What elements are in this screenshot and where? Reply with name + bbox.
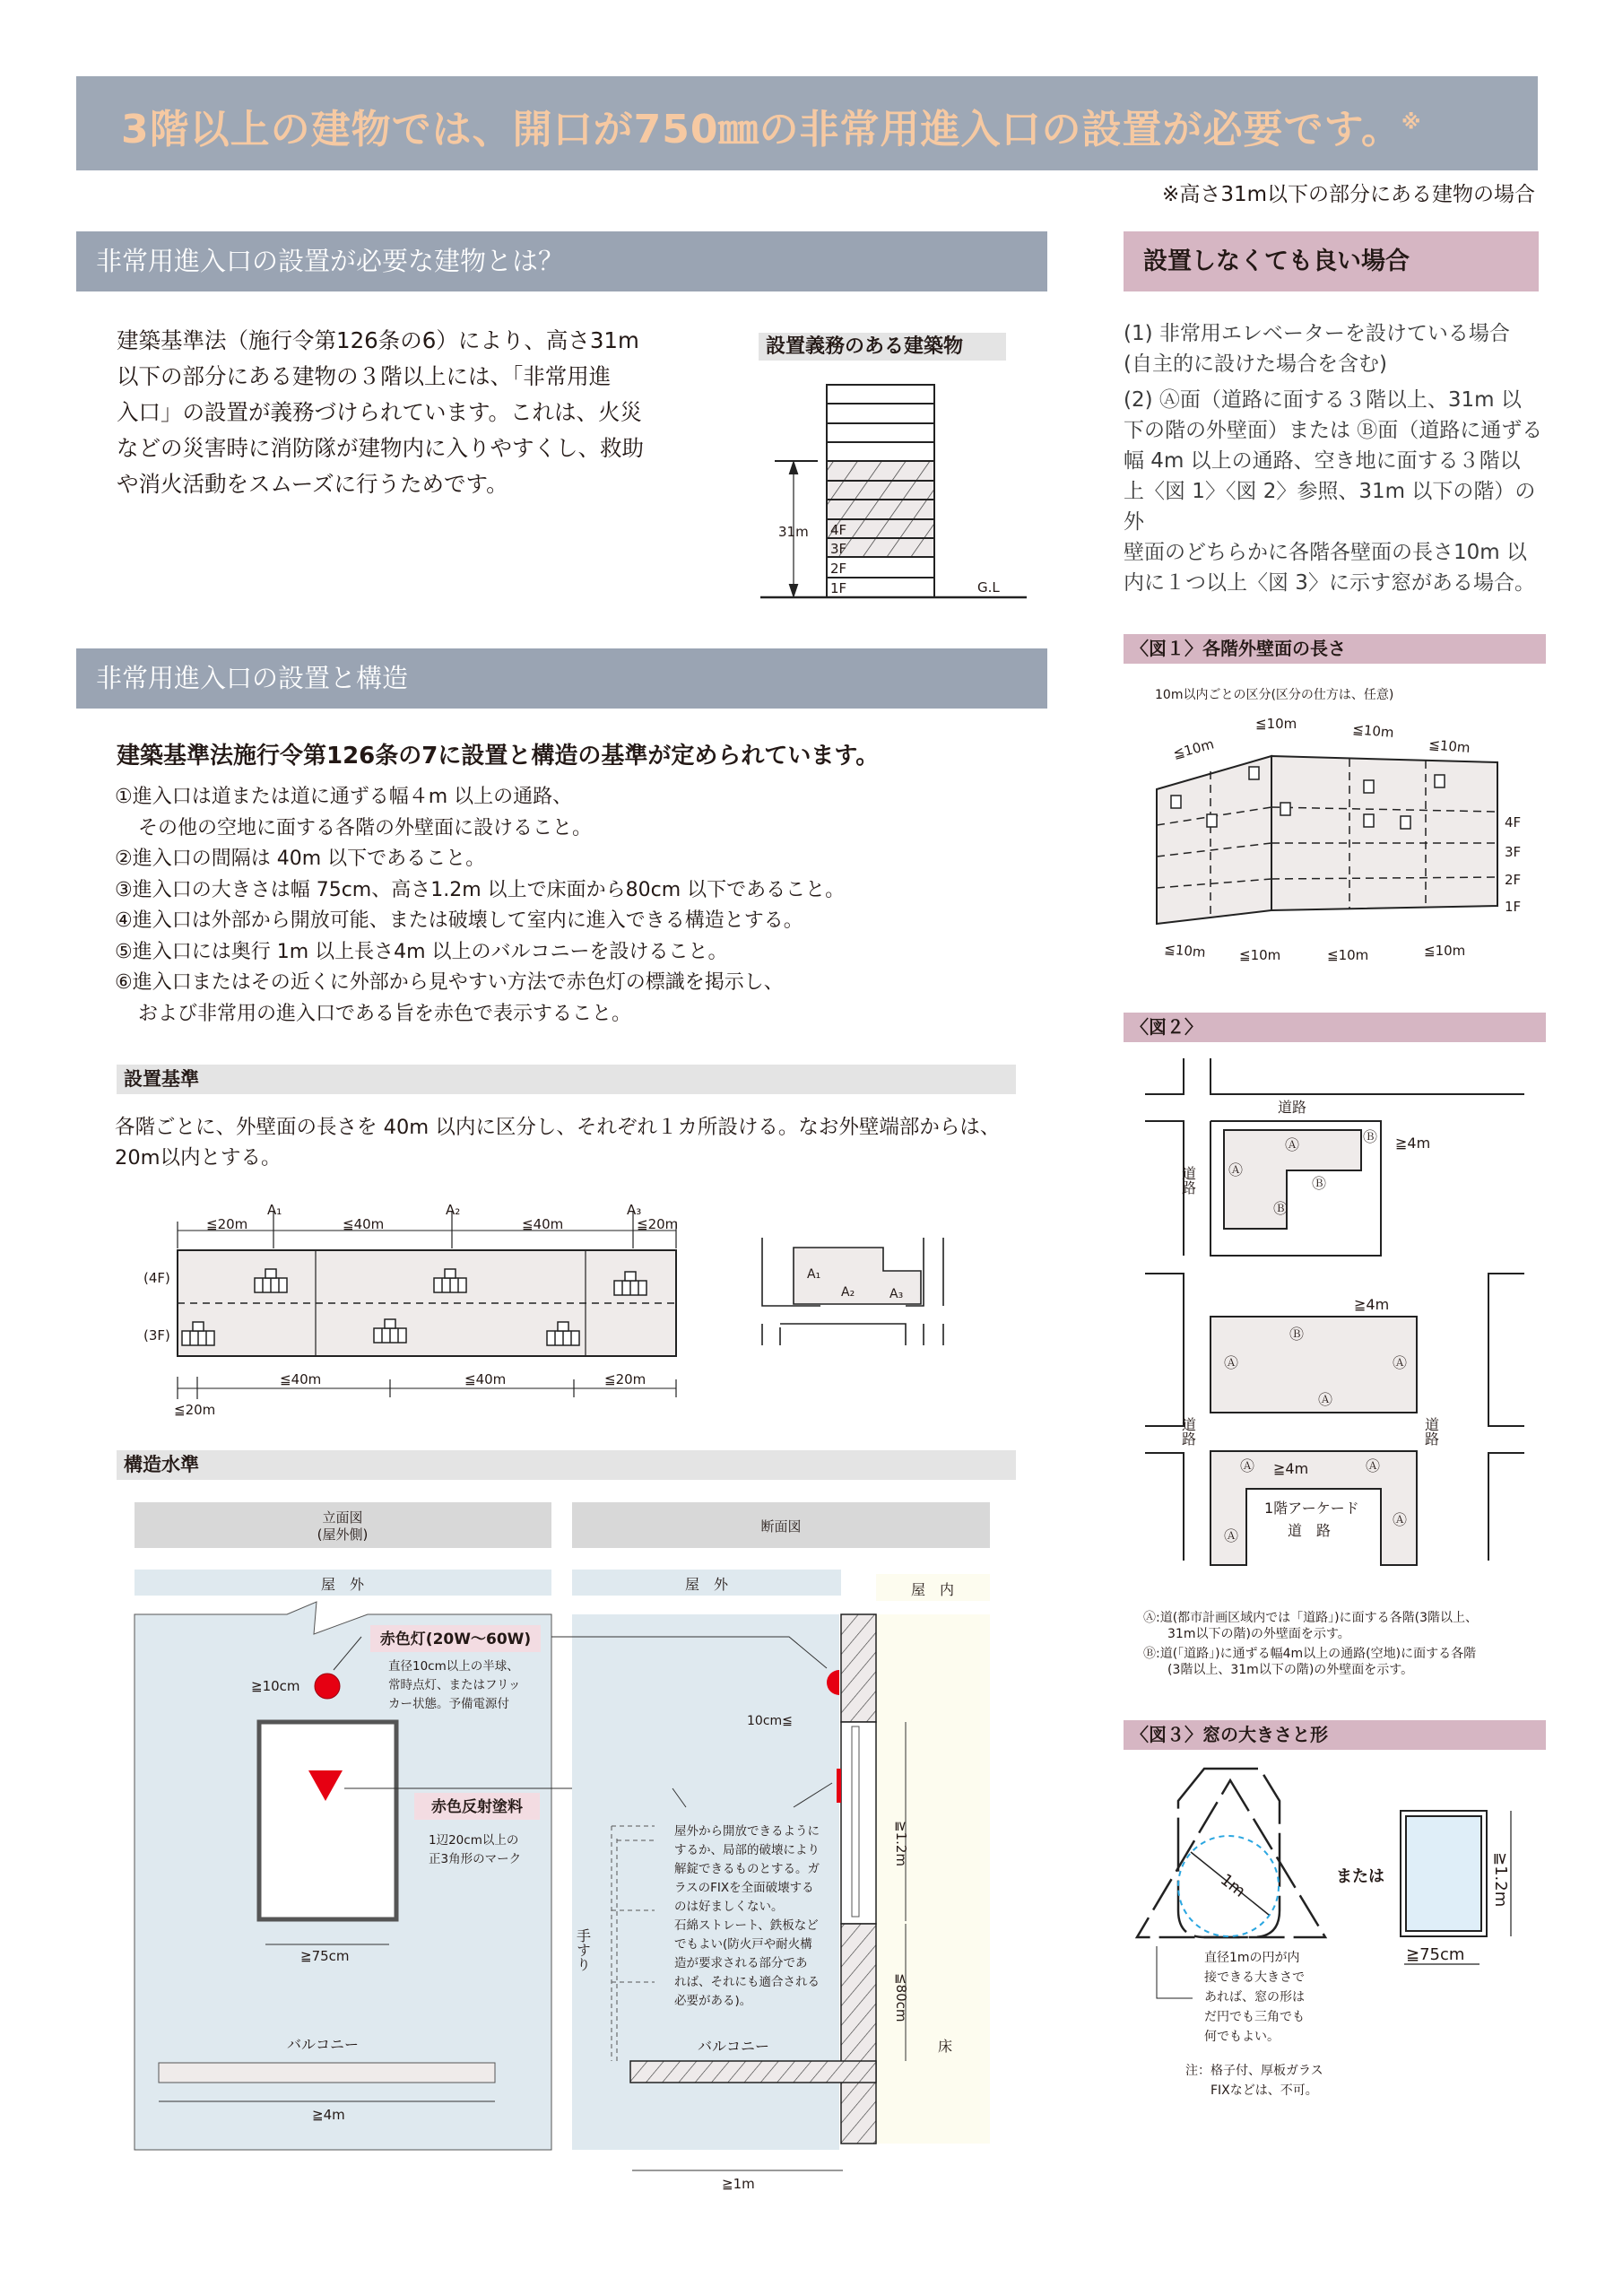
ground-level-label: G.L — [977, 579, 1000, 596]
text-line: 壁面のどちらかに各階各壁面の長さ10m 以 — [1124, 541, 1527, 564]
text-line: (2) Ⓐ面（道路に面する３階以上、31m 以 — [1124, 388, 1522, 412]
list-item: ②進入口の間隔は 40m 以下であること。 — [115, 848, 486, 870]
text-line: 入口」の設置が義務づけられています。これは、火災 — [117, 399, 643, 425]
balcony-label: バルコニー — [698, 2038, 770, 2055]
fig3-desc: あれば、窓の形は — [1204, 1990, 1305, 2005]
section-view-title: 断面図 — [760, 1518, 802, 1535]
indoor-panel — [876, 1614, 990, 2144]
dim-label: ≦20m — [206, 1216, 248, 1232]
outdoor-label: 屋 外 — [684, 1576, 729, 1593]
floor-label-3f: 3F — [830, 541, 847, 557]
fig3-caution: 注：格子付、厚板ガラス — [1185, 2064, 1323, 2078]
entry-label: A₂ — [446, 1202, 461, 1218]
criteria-bar: 設置基準 — [117, 1065, 1016, 1094]
open-desc: するか、局部的破壊により — [674, 1843, 820, 1857]
list-item: および非常用の進入口である旨を赤色で表示すること。 — [138, 1002, 632, 1025]
plan-label: A₁ — [807, 1267, 821, 1282]
a-mark: Ⓐ — [1393, 1354, 1408, 1371]
fig1-floor: 3F — [1505, 844, 1522, 860]
width-label: ≧75cm — [300, 1948, 350, 1964]
fig2-note: 31m以下の階)の外壁面を示す。 — [1167, 1627, 1350, 1641]
placement-diagram — [178, 1211, 679, 1399]
road-label: 道路 — [1278, 1099, 1307, 1116]
projection-label: 10cm≦ — [747, 1714, 793, 1728]
text-line: 下の階の外壁面）または Ⓑ面（道路に通ずる — [1124, 419, 1543, 442]
dim-label: ≦40m — [464, 1371, 507, 1387]
plan-label: A₂ — [841, 1285, 855, 1300]
fig1-floor: 4F — [1505, 814, 1522, 831]
fig1-dim: ≦10m — [1171, 735, 1216, 762]
sill-label: ≦80cm — [893, 1973, 909, 2022]
text-line: 建築基準法（施行令第126条の6）により、高さ31m — [117, 327, 639, 353]
building-diagram — [760, 385, 1027, 597]
light-size-label: ≧10cm — [251, 1678, 300, 1694]
text-line: (1) 非常用エレベーターを設けている場合 — [1124, 322, 1510, 345]
text-line: や消火活動をスムーズに行うためです。 — [117, 471, 508, 497]
ge4m-label: ≧4m — [1273, 1460, 1309, 1477]
dim-label: ≦40m — [522, 1216, 564, 1232]
fig1-header: 〈図１〉各階外壁面の長さ — [1124, 634, 1546, 664]
arcade-label: 道 路 — [1288, 1522, 1332, 1539]
list-item: その他の空地に面する各階の外壁面に設けること。 — [138, 816, 593, 839]
ge4m-label: ≧4m — [1354, 1296, 1390, 1313]
fig2-note: (3階以上、31m以下の階)の外壁面を示す。 — [1167, 1663, 1414, 1677]
list-item: ⑤進入口には奥行 1m 以上長さ4m 以上のバルコニーを設けること。 — [115, 940, 728, 963]
fig3-desc: 直径1mの円が内 — [1204, 1951, 1300, 1965]
text-line: 20m以内とする。 — [115, 1146, 282, 1170]
text-line: 以下の部分にある建物の３階以上には、「非常用進 — [117, 363, 612, 389]
a-mark: Ⓐ — [1228, 1161, 1244, 1178]
elevation-title: 立面図 — [322, 1509, 363, 1526]
a-mark: Ⓐ — [1318, 1391, 1333, 1408]
dim-label: ≦20m — [604, 1371, 646, 1387]
elevation-title: (屋外側) — [317, 1526, 369, 1543]
fig1-floor: 2F — [1505, 872, 1522, 888]
wall-upper — [841, 1614, 876, 1722]
page-title-text: 3階以上の建物では、開口が750㎜の非常用進入口の設置が必要です。 — [121, 107, 1401, 152]
list-item: ④進入口は外部から開放可能、または破壊して室内に進入できる構造とする。 — [115, 909, 803, 932]
section-header-exempt: 設置しなくても良い場合 — [1124, 231, 1539, 291]
reflect-desc: 正3角形のマーク — [429, 1852, 522, 1866]
open-desc: れば、それにも適合される — [674, 1975, 820, 1989]
entry-opening — [259, 1722, 396, 1919]
text-line: 内に１つ以上〈図 3〉に示す窓がある場合。 — [1124, 571, 1535, 595]
fig1-dim: ≦10m — [1427, 736, 1471, 757]
fig1-floor: 1F — [1505, 899, 1522, 915]
height-label: ≧1.2m — [893, 1821, 909, 1867]
fig1-dim: ≦10m — [1424, 943, 1466, 959]
arcade-label: 1階アーケード — [1264, 1500, 1359, 1517]
fig3-caution: FIXなどは、不可。 — [1210, 2083, 1318, 2098]
fig3-desc: だ円でも三角でも — [1204, 2010, 1305, 2024]
height-31m-label: 31m — [778, 524, 809, 540]
balcony-label: バルコニー — [287, 2036, 360, 2053]
floor-label-1f: 1F — [830, 580, 847, 596]
structure-bar: 構造水準 — [117, 1450, 1016, 1480]
open-desc: でもよい(防火戸や耐火構 — [674, 1937, 812, 1952]
list-item: ⑥進入口またはその近くに外部から見やすい方法で赤色灯の標識を掲示し、 — [115, 971, 784, 994]
fig1-building — [1157, 756, 1497, 924]
balcony-length-label: ≧4m — [312, 2107, 345, 2123]
fig3-header: 〈図３〉窓の大きさと形 — [1124, 1720, 1546, 1750]
dim-label: ≦20m — [174, 1402, 216, 1418]
open-desc: ラスのFIXを全面破壊する — [674, 1881, 814, 1895]
floor-label-4f: 4F — [830, 522, 847, 538]
floor-label: (3F) — [143, 1327, 170, 1344]
road-label: 道路 — [1422, 1417, 1440, 1446]
open-desc: のは好ましくない。 — [674, 1900, 784, 1914]
red-light-icon — [315, 1674, 340, 1699]
red-mark-side — [837, 1769, 841, 1803]
floor-label: 床 — [938, 2038, 953, 2055]
fig1-dim: ≦10m — [1239, 947, 1281, 963]
text-line: 幅 4m 以上の通路、空き地に面する３階以 — [1124, 449, 1521, 473]
list-item: ③進入口の大きさは幅 75cm、高さ1.2m 以上で床面から80cm 以下であること。 — [115, 878, 846, 901]
dim-label: ≦20m — [637, 1216, 679, 1232]
entry-label: A₁ — [267, 1202, 282, 1218]
red-light-desc: カー状態。予備電源付 — [388, 1697, 509, 1711]
depth-label: ≧1m — [722, 2176, 755, 2192]
ge4m-label: ≧4m — [1395, 1135, 1431, 1152]
indoor-label: 屋 内 — [910, 1581, 955, 1598]
red-light-label: 赤色灯(20W～60W) — [379, 1631, 532, 1648]
structure-subtitle: 建築基準法施行令第126条の7に設置と構造の基準が定められています。 — [117, 743, 880, 770]
diagram-label: 設置義務のある建築物 — [759, 333, 1006, 361]
fig1-dim: ≦10m — [1327, 947, 1369, 963]
fig2-header: 〈図２〉 — [1124, 1013, 1546, 1042]
text-line: 上〈図 1〉〈図 2〉参照、31m 以下の階）の外 — [1124, 480, 1536, 534]
fig2-note: Ⓑ:道(「道路」)に通ずる幅4m以上の通路(空地)に面する各階 — [1143, 1647, 1477, 1661]
road-label: 道路 — [1179, 1417, 1197, 1446]
b-mark: Ⓑ — [1363, 1128, 1378, 1145]
fig3-window-shapes — [1137, 1769, 1511, 1964]
plan-label: A₃ — [889, 1287, 904, 1301]
footnote: ※高さ31m以下の部分にある建物の場合 — [1162, 183, 1535, 206]
a-mark: Ⓐ — [1224, 1354, 1239, 1371]
section-header-structure: 非常用進入口の設置と構造 — [76, 648, 1047, 709]
section-header-required: 非常用進入口の設置が必要な建物とは？ — [76, 231, 1047, 291]
a-mark: Ⓐ — [1224, 1527, 1239, 1544]
text-line: 各階ごとに、外壁面の長さを 40m 以内に区分し、それぞれ１カ所設ける。なお外壁端部からは、 — [115, 1116, 1001, 1139]
open-desc: 造が要求される部分であ — [674, 1956, 808, 1970]
fig1-caption: 10m以内ごとの区分(区分の仕方は、任意) — [1155, 688, 1394, 702]
fig1-dim: ≦10m — [1163, 941, 1207, 961]
list-item: ①進入口は道または道に通ずる幅４m 以上の通路、 — [115, 786, 573, 808]
text-line: などの災害時に消防隊が建物内に入りやすくし、救助 — [117, 435, 644, 461]
dim-label: ≦40m — [280, 1371, 322, 1387]
floor-label-2f: 2F — [830, 561, 847, 577]
b-mark: Ⓑ — [1289, 1326, 1305, 1343]
text-line: (自主的に設けた場合を含む) — [1124, 352, 1387, 376]
open-desc: 解錠できるものとする。ガ — [674, 1862, 820, 1876]
b-mark: Ⓑ — [1273, 1200, 1289, 1217]
balcony-plan — [159, 2063, 495, 2083]
fig2-note: Ⓐ:道(都市計画区域内では「道路」)に面する各階(3階以上、 — [1143, 1611, 1479, 1625]
diameter-label: 1m — [1216, 1870, 1249, 1901]
dim-label: ≦40m — [343, 1216, 385, 1232]
red-light-desc: 常時点灯、またはフリッ — [388, 1678, 521, 1692]
window-width-label: ≧75cm — [1406, 1945, 1465, 1964]
handrail-label: 手すり — [574, 1928, 592, 1971]
or-label: または — [1336, 1867, 1384, 1886]
entry-label: A₃ — [627, 1202, 642, 1218]
wall-lower — [841, 1924, 876, 2144]
fig2-plans — [1145, 1058, 1524, 1565]
footnote-mark: ※ — [1401, 111, 1422, 135]
window-height-label: ≧1.2m — [1491, 1852, 1510, 1908]
fig1-dim: ≦10m — [1351, 721, 1395, 742]
open-desc: 必要がある)。 — [674, 1994, 752, 2008]
reflect-desc: 1辺20cm以上の — [429, 1833, 519, 1848]
outdoor-label: 屋 外 — [320, 1576, 365, 1593]
open-desc: 屋外から開放できるように — [674, 1824, 820, 1839]
red-light-desc: 直径10cm以上の半球、 — [388, 1659, 519, 1674]
open-desc: 石綿ストレート、鉄板など — [674, 1918, 819, 1933]
reflect-label: 赤色反射塗料 — [431, 1798, 523, 1816]
fig1-dim: ≦10m — [1255, 716, 1297, 732]
road-label: 道路 — [1179, 1166, 1197, 1195]
a-mark: Ⓐ — [1285, 1136, 1300, 1153]
a-mark: Ⓐ — [1393, 1511, 1408, 1528]
leader-line — [1157, 1946, 1193, 1998]
b-mark: Ⓑ — [1312, 1175, 1327, 1192]
a-mark: Ⓐ — [1366, 1457, 1381, 1474]
a-mark: Ⓐ — [1240, 1457, 1255, 1474]
balcony-slab — [630, 2061, 876, 2083]
floor-label: (4F) — [143, 1270, 170, 1286]
fig3-desc: 接できる大きさで — [1204, 1970, 1305, 1985]
fig3-desc: 何でもよい。 — [1204, 2030, 1280, 2044]
